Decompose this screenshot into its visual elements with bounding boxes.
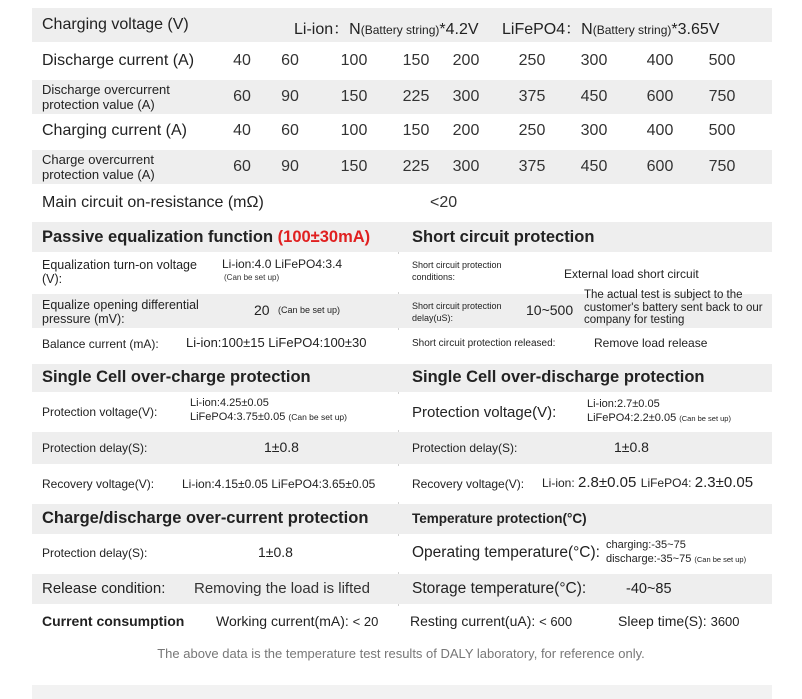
balance-current-value: Li-ion:100±15 LiFePO4:100±30 <box>186 335 367 350</box>
od-recovery-label: Recovery voltage(V): <box>412 477 525 491</box>
release-condition-label: Release condition: <box>42 580 166 597</box>
sleep-time: Sleep time(S): 3600 <box>618 613 740 629</box>
oc-delay-label: Protection delay(S): <box>42 441 148 455</box>
eq-diff-label: Equalize opening differential pressure (mV): <box>42 298 199 326</box>
sc-delay-value: 10~500 <box>526 302 574 318</box>
balance-current-label: Balance current (mA): <box>42 337 159 351</box>
current-table-row <box>32 80 772 114</box>
current-table-cell: 100 <box>340 52 368 69</box>
current-table-cell: 200 <box>452 52 480 69</box>
consumption-title: Current consumption <box>42 613 185 629</box>
eq-turnon-note: (Can be set up) <box>224 273 280 282</box>
od-recovery-value: Li-ion: 2.8±0.05 LiFePO4: 2.3±0.05 <box>542 474 754 491</box>
charging-voltage-liion: Li-ion：N(Battery string)*4.2V <box>294 21 479 38</box>
current-table-cell: 250 <box>518 52 546 69</box>
charging-voltage-lifepo4: LiFePO4：N(Battery string)*3.65V <box>502 21 720 38</box>
od-delay-label: Protection delay(S): <box>412 441 518 455</box>
sc-released-label: Short circuit protection released: <box>412 338 556 349</box>
current-table-cell: 150 <box>402 122 430 139</box>
current-table-label: Discharge current (A) <box>42 52 195 69</box>
resting-current: Resting current(uA): < 600 <box>410 613 573 629</box>
overcharge-title: Single Cell over-charge protection <box>42 368 311 386</box>
current-table-cell: 400 <box>646 122 674 139</box>
current-table-cell: 300 <box>452 158 480 175</box>
operating-temp-value2: discharge:-35~75 (Can be set up) <box>606 553 747 565</box>
current-table-cell: 750 <box>708 88 736 105</box>
overcurrent-title: Charge/discharge over-current protection <box>42 509 369 527</box>
current-table-cell: 500 <box>708 122 736 139</box>
current-table-cell: 375 <box>518 158 546 175</box>
sc-conditions-label: Short circuit protection conditions: <box>412 260 502 282</box>
ocp-delay-label: Protection delay(S): <box>42 546 148 560</box>
oc-delay-value: 1±0.8 <box>264 439 299 455</box>
current-table-cell: 250 <box>518 122 546 139</box>
current-table-cell: 150 <box>340 88 368 105</box>
current-table-cell: 60 <box>233 88 251 105</box>
eq-diff-note: (Can be set up) <box>278 305 341 315</box>
storage-temp-label: Storage temperature(°C): <box>412 580 587 597</box>
eq-turnon-label: Equalization turn-on voltage (V): <box>42 258 197 286</box>
on-resistance-row <box>32 186 772 222</box>
oc-voltage-value2: LiFePO4:3.75±0.05 (Can be set up) <box>190 411 347 423</box>
oc-recovery-label: Recovery voltage(V): <box>42 477 155 491</box>
current-table-cell: 90 <box>281 158 299 175</box>
current-table-cell: 150 <box>402 52 430 69</box>
current-table-cell: 600 <box>646 88 674 105</box>
current-table-cell: 225 <box>402 158 430 175</box>
on-resistance-value: <20 <box>430 194 458 211</box>
oc-recovery-value: Li-ion:4.15±0.05 LiFePO4:3.65±0.05 <box>182 477 376 491</box>
sc-released-value: Remove load release <box>594 336 708 350</box>
working-current: Working current(mA): < 20 <box>216 613 379 629</box>
current-table-cell: 300 <box>580 122 608 139</box>
current-table-cell: 500 <box>708 52 736 69</box>
current-table-cell: 60 <box>281 122 299 139</box>
current-table-cell: 450 <box>580 88 608 105</box>
current-table-cell: 300 <box>580 52 608 69</box>
current-table-label: Charge overcurrent protection value (A) <box>42 152 155 182</box>
current-table-cell: 400 <box>646 52 674 69</box>
sc-delay-note: The actual test is subject to the customer's battery sent back to our company for testing <box>584 289 763 326</box>
current-table-cell: 600 <box>646 158 674 175</box>
sc-conditions-value: External load short circuit <box>564 267 699 281</box>
charging-voltage-label: Charging voltage (V) <box>42 16 189 33</box>
current-table-cell: 150 <box>340 158 368 175</box>
sc-delay-label: Short circuit protection delay(uS): <box>412 301 502 323</box>
bottom-bar <box>32 685 772 699</box>
release-condition-value: Removing the load is lifted <box>194 580 370 597</box>
on-resistance-label: Main circuit on-resistance (mΩ) <box>42 194 264 211</box>
current-table-cell: 300 <box>452 88 480 105</box>
current-table-row <box>32 150 772 184</box>
current-table-cell: 100 <box>340 122 368 139</box>
current-table-row <box>32 114 772 148</box>
current-table-cell: 200 <box>452 122 480 139</box>
charging-voltage-row <box>32 8 772 44</box>
current-table-cell: 450 <box>580 158 608 175</box>
passive-eq-title: Passive equalization function (100±30mA) <box>42 228 371 246</box>
oc-voltage-value1: Li-ion:4.25±0.05 <box>190 397 269 409</box>
passive-eq-highlight: (100±30mA) <box>277 228 371 246</box>
od-voltage-value2: LiFePO4:2.2±0.05 (Can be set up) <box>587 412 731 424</box>
current-table-cell: 375 <box>518 88 546 105</box>
current-table-cell: 60 <box>233 158 251 175</box>
ocp-delay-value: 1±0.8 <box>258 544 293 560</box>
eq-diff-value: 20 <box>254 302 270 318</box>
temperature-title: Temperature protection(°C) <box>412 511 587 526</box>
current-table-label: Charging current (A) <box>42 122 187 139</box>
current-table-cell: 60 <box>281 52 299 69</box>
current-table-cell: 225 <box>402 88 430 105</box>
oc-voltage-label: Protection voltage(V): <box>42 405 158 419</box>
od-voltage-value1: Li-ion:2.7±0.05 <box>587 398 660 410</box>
current-table-cell: 90 <box>281 88 299 105</box>
current-table-cell: 40 <box>233 122 251 139</box>
od-voltage-label: Protection voltage(V): <box>412 404 557 421</box>
current-table-cell: 750 <box>708 158 736 175</box>
operating-temp-value1: charging:-35~75 <box>606 539 686 551</box>
current-table-label: Discharge overcurrent protection value (A) <box>42 82 170 112</box>
overdischarge-title: Single Cell over-discharge protection <box>412 368 705 386</box>
od-delay-value: 1±0.8 <box>614 439 649 455</box>
eq-turnon-value: Li-ion:4.0 LiFePO4:3.4 <box>222 257 343 271</box>
storage-temp-value: -40~85 <box>626 581 672 597</box>
operating-temp-label: Operating temperature(°C): <box>412 544 600 561</box>
current-table-row <box>32 44 772 78</box>
current-table-cell: 40 <box>233 52 251 69</box>
short-circuit-title: Short circuit protection <box>412 228 595 246</box>
footer-note: The above data is the temperature test results of DALY laboratory, for reference only. <box>157 646 645 661</box>
